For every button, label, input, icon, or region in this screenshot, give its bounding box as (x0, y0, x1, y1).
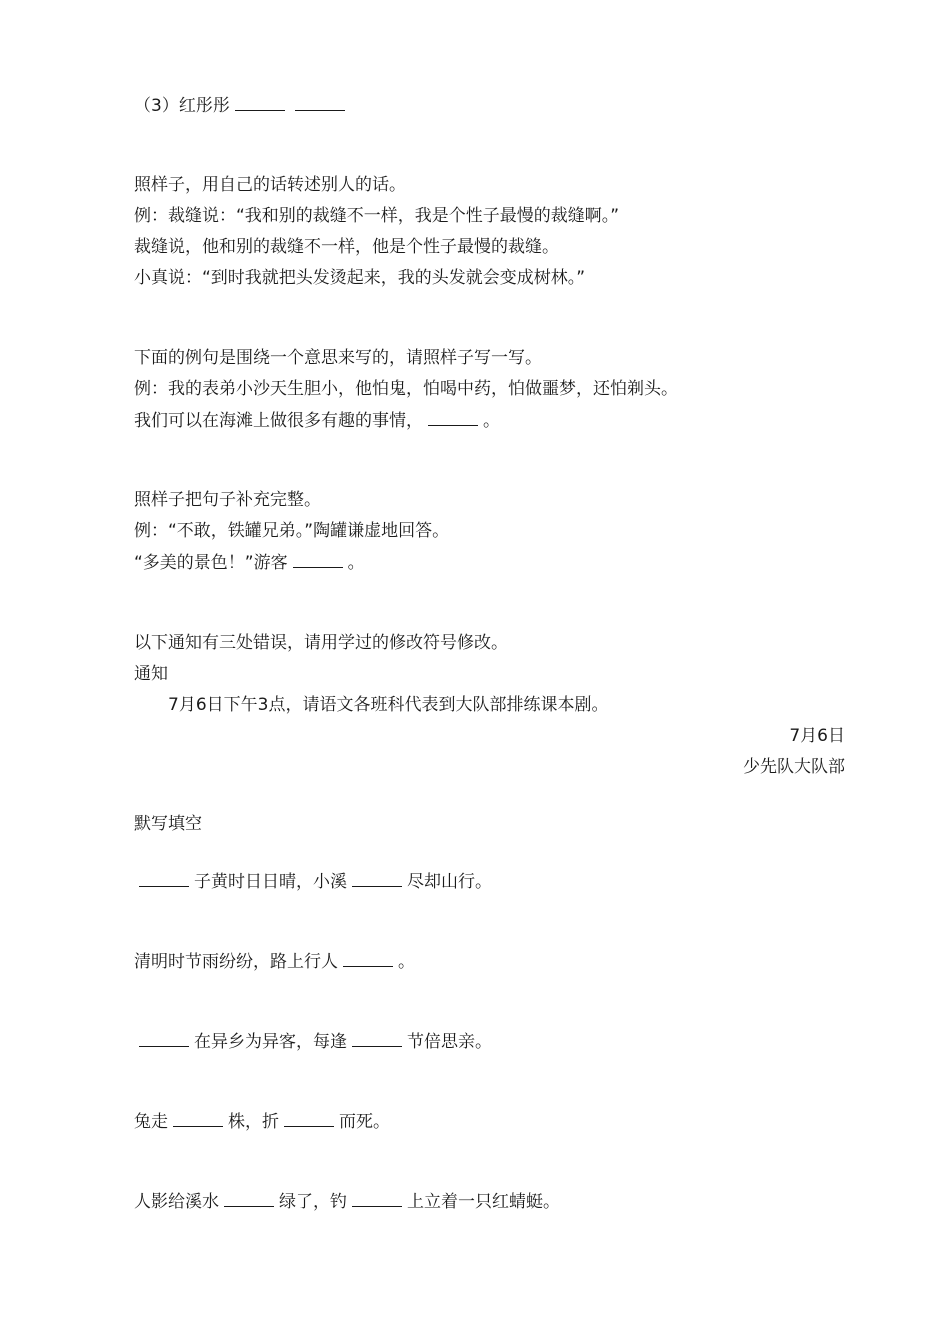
dictation-heading: 默写填空 (134, 814, 202, 834)
rewrite-instruction: 照样子，用自己的话转述别人的话。 (134, 175, 406, 195)
complete-instruction: 照样子把句子补充完整。 (134, 490, 321, 510)
answer-blank[interactable] (293, 551, 343, 568)
answer-blank[interactable] (343, 950, 393, 967)
notice-date: 7月6日 (789, 726, 845, 746)
answer-blank[interactable] (224, 1190, 274, 1207)
notice-body: 7月6日下午3点，请语文各班科代表到大队部排练课本剧。 (168, 695, 609, 715)
rewrite-example-answer: 裁缝说，他和别的裁缝不一样，他是个性子最慢的裁缝。 (134, 237, 559, 257)
answer-blank[interactable] (352, 870, 402, 887)
notice-signer: 少先队大队部 (743, 757, 845, 777)
dictation-line-4 (134, 1110, 390, 1132)
dictation-text: 子黄时日日晴，小溪 (194, 872, 347, 892)
dictation-text: 。 (398, 952, 415, 972)
answer-blank[interactable] (284, 1110, 334, 1127)
dictation-text: 尽却山行。 (407, 872, 492, 892)
dictation-text: 节倍思亲。 (407, 1032, 492, 1052)
dictation-line-1 (134, 870, 492, 892)
notice-title: 通知 (134, 664, 168, 684)
answer-blank[interactable] (139, 1030, 189, 1047)
dictation-text: 兔走 (134, 1112, 168, 1132)
dictation-text: 绿了，钓 (279, 1192, 347, 1212)
topic-task (134, 409, 500, 431)
complete-task-end: 。 (347, 553, 365, 573)
answer-blank[interactable] (352, 1190, 402, 1207)
topic-instruction: 下面的例句是围绕一个意思来写的，请照样子写一写。 (134, 348, 542, 368)
dictation-text: 人影给溪水 (134, 1192, 219, 1212)
answer-blank[interactable] (352, 1030, 402, 1047)
complete-example: 例：“不敢，铁罐兄弟。”陶罐谦虚地回答。 (134, 521, 450, 541)
topic-task-end: 。 (483, 411, 500, 431)
dictation-text: 而死。 (339, 1112, 390, 1132)
topic-example: 例：我的表弟小沙天生胆小，他怕鬼，怕喝中药，怕做噩梦，还怕剃头。 (134, 379, 678, 399)
answer-blank[interactable] (139, 870, 189, 887)
answer-blank[interactable] (428, 409, 478, 426)
answer-blank[interactable] (235, 94, 285, 111)
topic-task-text: 我们可以在海滩上做很多有趣的事情， (134, 411, 423, 431)
complete-task-text: “多美的景色！”游客 (134, 553, 288, 573)
dictation-text: 在异乡为异客，每逢 (194, 1032, 347, 1052)
item-3-word: （3）红彤彤 (134, 96, 230, 116)
rewrite-task: 小真说：“到时我就把头发烫起来，我的头发就会变成树林。” (134, 268, 586, 288)
answer-blank[interactable] (295, 94, 345, 111)
dictation-line-5 (134, 1190, 560, 1212)
rewrite-example-quote: 例：裁缝说：“我和别的裁缝不一样，我是个性子最慢的裁缝啊。” (134, 206, 620, 226)
dictation-text: 上立着一只红蜻蜓。 (407, 1192, 560, 1212)
item-3-row (134, 94, 350, 116)
dictation-text: 清明时节雨纷纷，路上行人 (134, 952, 338, 972)
dictation-line-3 (134, 1030, 492, 1052)
notice-instruction: 以下通知有三处错误，请用学过的修改符号修改。 (134, 633, 508, 653)
dictation-line-2 (134, 950, 415, 972)
dictation-text: 株，折 (228, 1112, 279, 1132)
complete-task (134, 551, 365, 573)
answer-blank[interactable] (173, 1110, 223, 1127)
